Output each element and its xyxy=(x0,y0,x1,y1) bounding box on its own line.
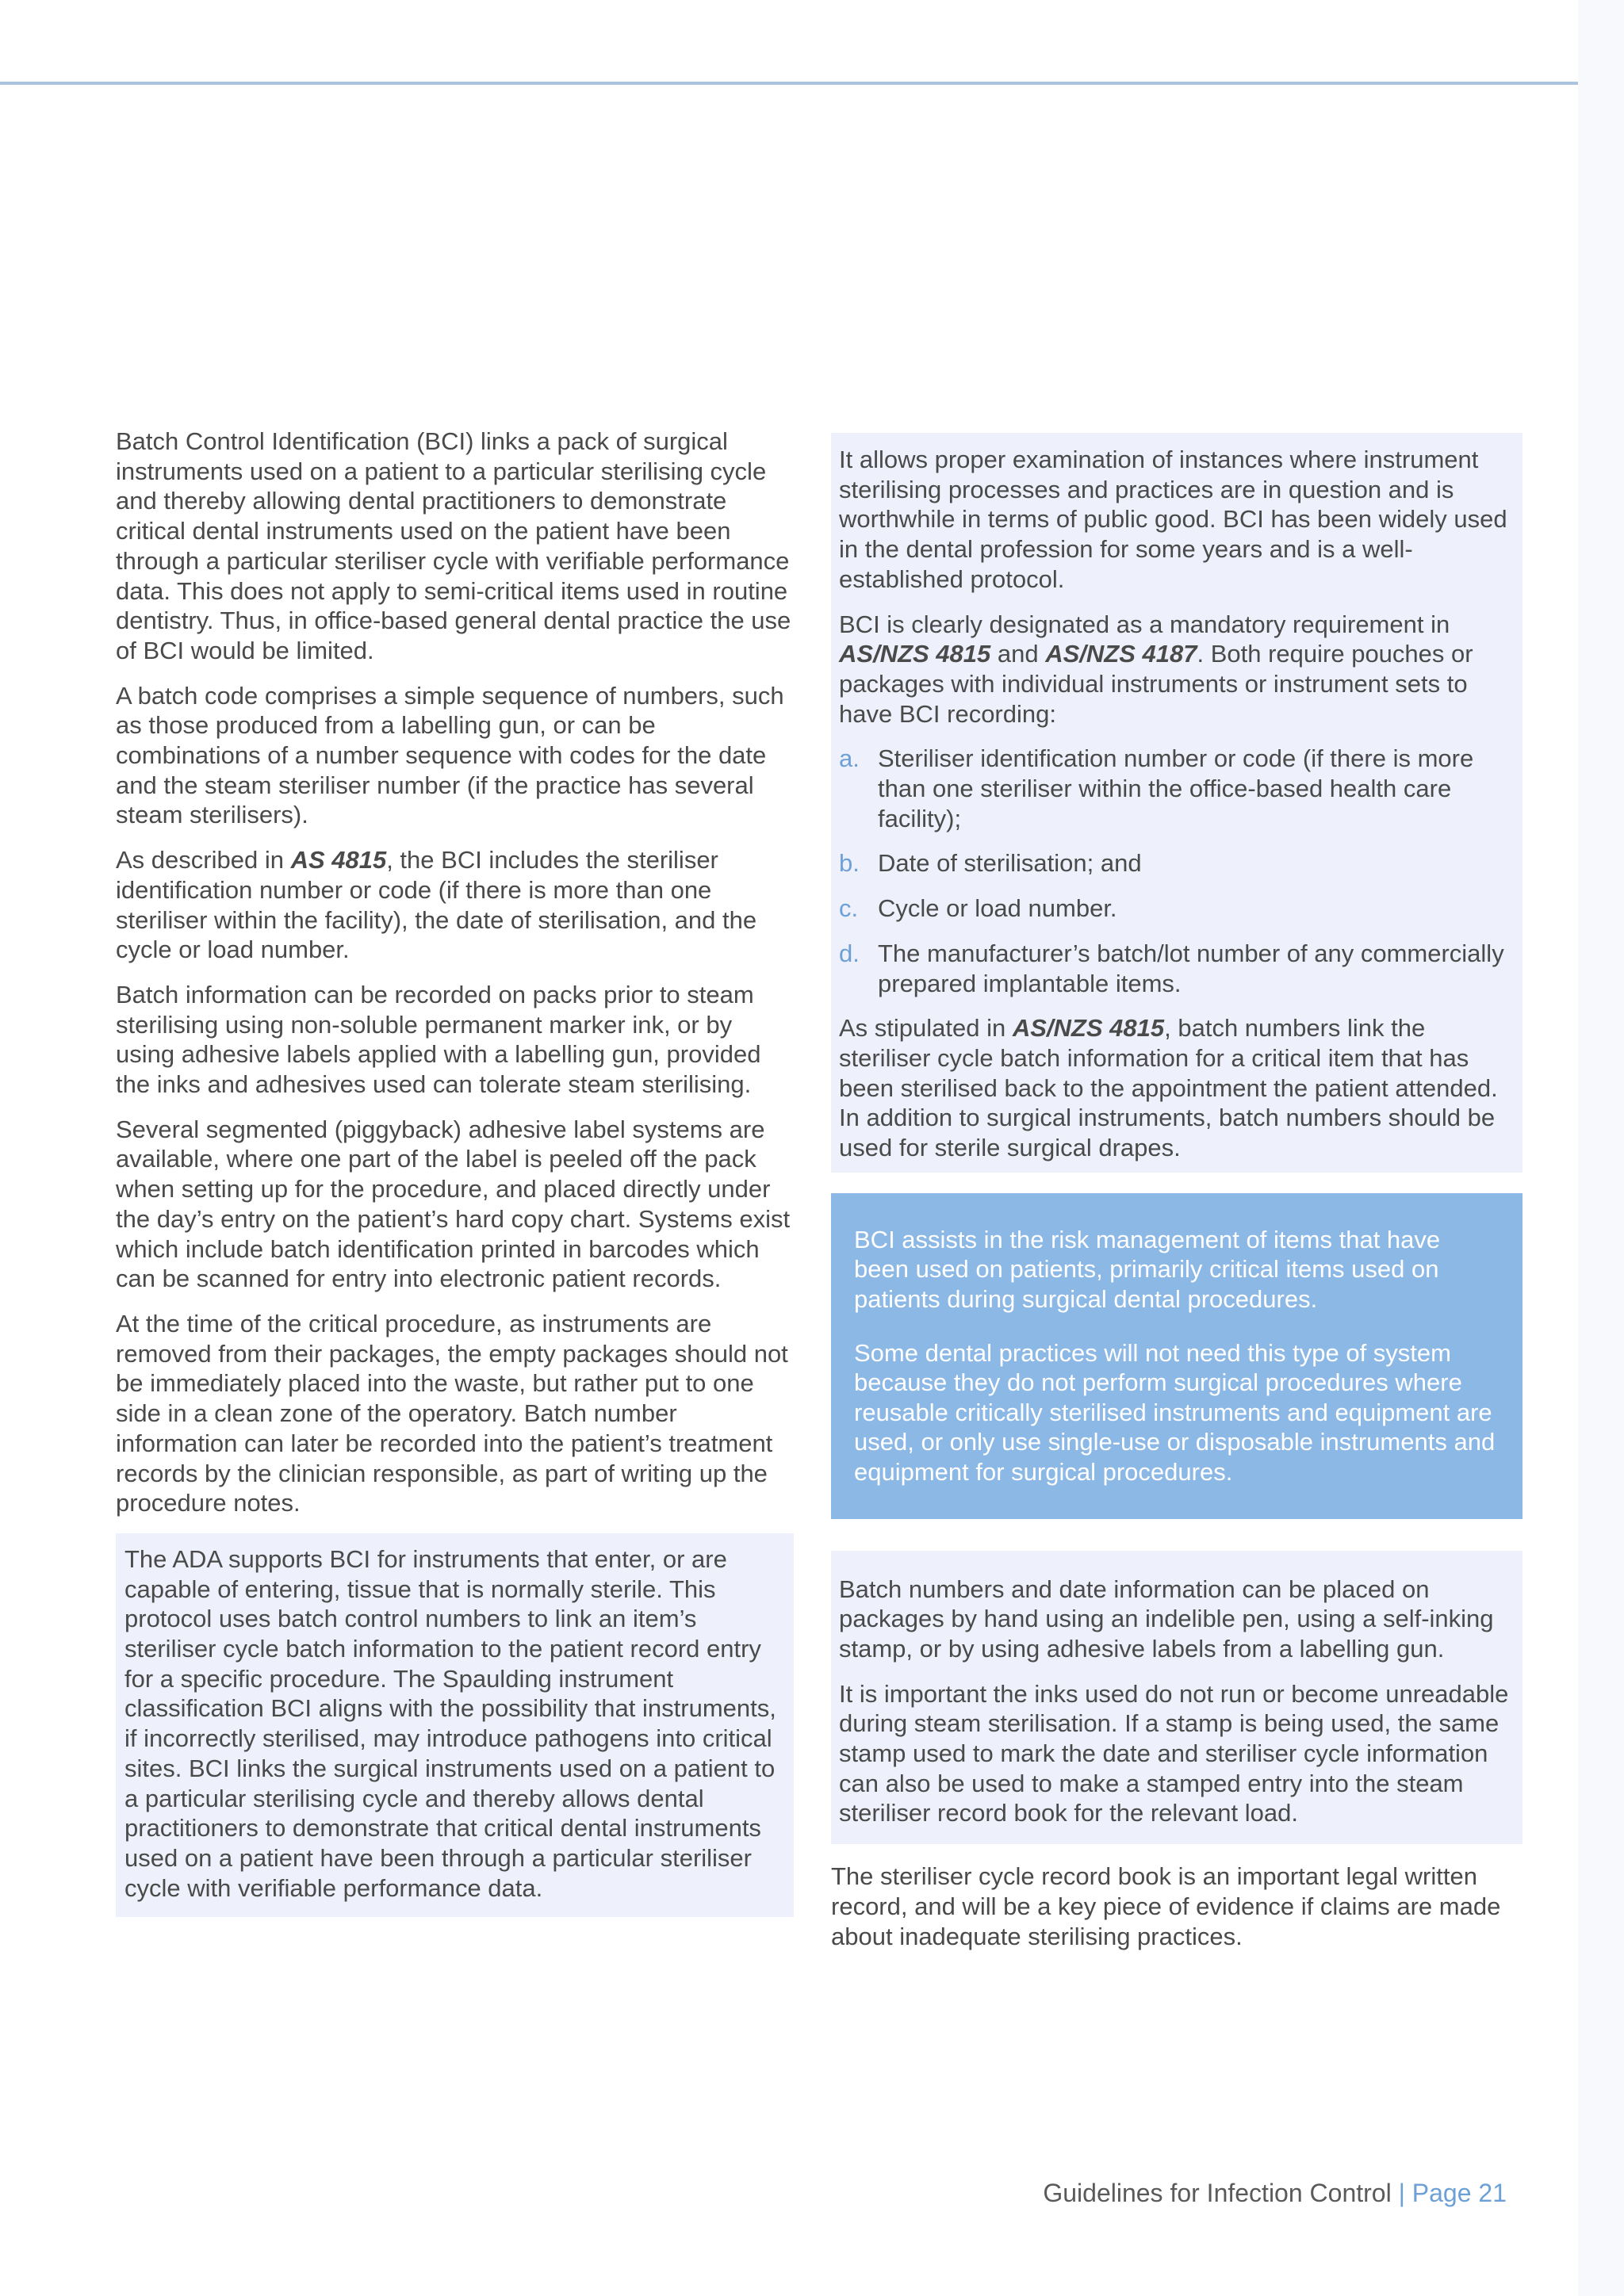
inks-paragraph: It is important the inks used do not run or become unreadable during steam sterilisation. If a stamp is being used, the same stamp used to mark the date and steriliser cycle information can also be used to make a stamped entry into the steam steriliser record book for the relevant load. xyxy=(839,1679,1509,1827)
stipulated-paragraph: As stipulated in AS/NZS 4815, batch numbers link the steriliser cycle batch information for a critical item that has been sterilised back to the appointment the patient attended. In addition to surgical instruments, batch numbers should be used for sterile surgical drapes. xyxy=(839,1014,1498,1162)
standard-reference: AS 4815 xyxy=(290,846,387,874)
record-book-paragraph: The steriliser cycle record book is an important legal written record, and will be a key piece of evidence if claims are made about inadequate sterilising practices. xyxy=(831,1862,1501,1950)
bci-examination-paragraph: It allows proper examination of instances where instrument sterilising processes and practices are in question and is worthwhile in terms of public good. BCI has been widely used in the dental profession for some years and is a well-established protocol. xyxy=(839,446,1507,593)
bci-intro-paragraph: Batch Control Identification (BCI) links a pack of surgical instruments used on a patient to a particular sterilising cycle and thereby allowing dental practitioners to demonstrate critical dental instruments used on the patient have been through a particular steriliser cycle with verifiable performance data. This does not apply to semi-critical items used in routine dentistry. Thus, in office-based general dental practice the use of BCI would be limited. xyxy=(116,427,791,664)
list-item: d. The manufacturer’s batch/lot number of any commercially prepared implantable items. xyxy=(839,939,1504,997)
batch-numbers-paragraph: Batch numbers and date information can be placed on packages by hand using an indelible pen, using a self-inking stamp, or by using adhesive labels from a labelling gun. xyxy=(839,1575,1494,1663)
batch-code-paragraph: A batch code comprises a simple sequence of numbers, such as those produced from a labelling gun, or can be combinations of a number sequence with codes for the date and the steam steriliser number (if the practice has several steam sterilisers). xyxy=(116,681,784,829)
as4815-paragraph: As described in AS 4815, the BCI includes the steriliser identification number or code (if there is more than one steriliser within the facility), the date of sterilisation, and the cycle or load number. xyxy=(116,846,757,964)
batch-information-paragraph: Batch information can be recorded on packs prior to steam sterilising using non-soluble permanent marker ink, or by using adhesive labels applied with a labelling gun, provided the inks and adhesives used can tolerate steam sterilising. xyxy=(116,980,761,1099)
left-column xyxy=(116,427,794,1917)
top-rule xyxy=(0,82,1624,85)
standard-reference: AS/NZS 4187 xyxy=(1045,640,1197,668)
risk-management-callout xyxy=(831,1193,1522,1519)
bci-mandatory-paragraph: BCI is clearly designated as a mandatory requirement in AS/NZS 4815 and AS/NZS 4187. Both require pouches or packages with individual instruments or instrument sets to have BCI recording: xyxy=(839,610,1473,728)
ada-support-box xyxy=(116,1533,794,1917)
footer-title: Guidelines for Infection Control xyxy=(1043,2179,1392,2207)
bci-requirements-list xyxy=(839,744,1515,998)
ada-support-text: The ADA supports BCI for instruments that enter, or are capable of entering, tissue that is normally sterile. This protocol uses batch control numbers to link an item’s steriliser cycle batch information to the patient record entry for a specific procedure. The Spaulding instrument classification BCI aligns with the possibility that instruments, if incorrectly sterilised, may introduce pathogens into critical sites. BCI links the surgical instruments used on a patient to a particular sterilising cycle and thereby allows dental practitioners to demonstrate that critical dental instruments used on a patient have been through a particular steriliser cycle with verifiable performance data. xyxy=(124,1544,776,1902)
critical-procedure-paragraph: At the time of the critical procedure, as instruments are removed from their packages, the empty packages should not be immediately placed into the waste, but rather put to one side in a clean zone of the operatory. Batch number information can later be recorded into the patient’s treatment records by the clinician responsible, as part of writing up the procedure notes. xyxy=(116,1309,788,1517)
list-item: a. Steriliser identification number or code (if there is more than one steriliser within the office-based health care facility); xyxy=(839,744,1474,832)
list-letter: b. xyxy=(839,849,860,878)
footer-separator: | xyxy=(1398,2179,1405,2207)
standard-reference: AS/NZS 4815 xyxy=(839,640,991,668)
list-letter: c. xyxy=(839,894,859,923)
list-item: c. Cycle or load number. xyxy=(839,894,1117,923)
page-edge-band xyxy=(1578,0,1624,2296)
page-number: Page 21 xyxy=(1411,2179,1507,2207)
callout-text: Some dental practices will not need this type of system because they do not perform surgical procedures where reusable critically sterilised instruments and equipment are used, or only use single-use or disposable instruments and equipment for surgical procedures. xyxy=(854,1338,1496,1486)
page-footer xyxy=(1043,2177,1507,2209)
callout-text: BCI assists in the risk management of items that have been used on patients, primarily critical items used on patients during surgical dental procedures. xyxy=(854,1225,1441,1313)
list-letter: d. xyxy=(839,939,860,967)
standard-reference: AS/NZS 4815 xyxy=(1012,1014,1165,1043)
list-letter: a. xyxy=(839,744,860,773)
right-column xyxy=(831,433,1522,1951)
bci-requirements-box xyxy=(831,433,1522,1173)
batch-numbers-box xyxy=(831,1551,1522,1845)
label-systems-paragraph: Several segmented (piggyback) adhesive label systems are available, where one part of the label is peeled off the pack when setting up for the procedure, and placed directly under the day’s entry on the patient’s hard copy chart. Systems exist which include batch identification printed in barcodes which can be scanned for entry into electronic patient records. xyxy=(116,1115,791,1293)
list-item: b. Date of sterilisation; and xyxy=(839,849,1142,878)
